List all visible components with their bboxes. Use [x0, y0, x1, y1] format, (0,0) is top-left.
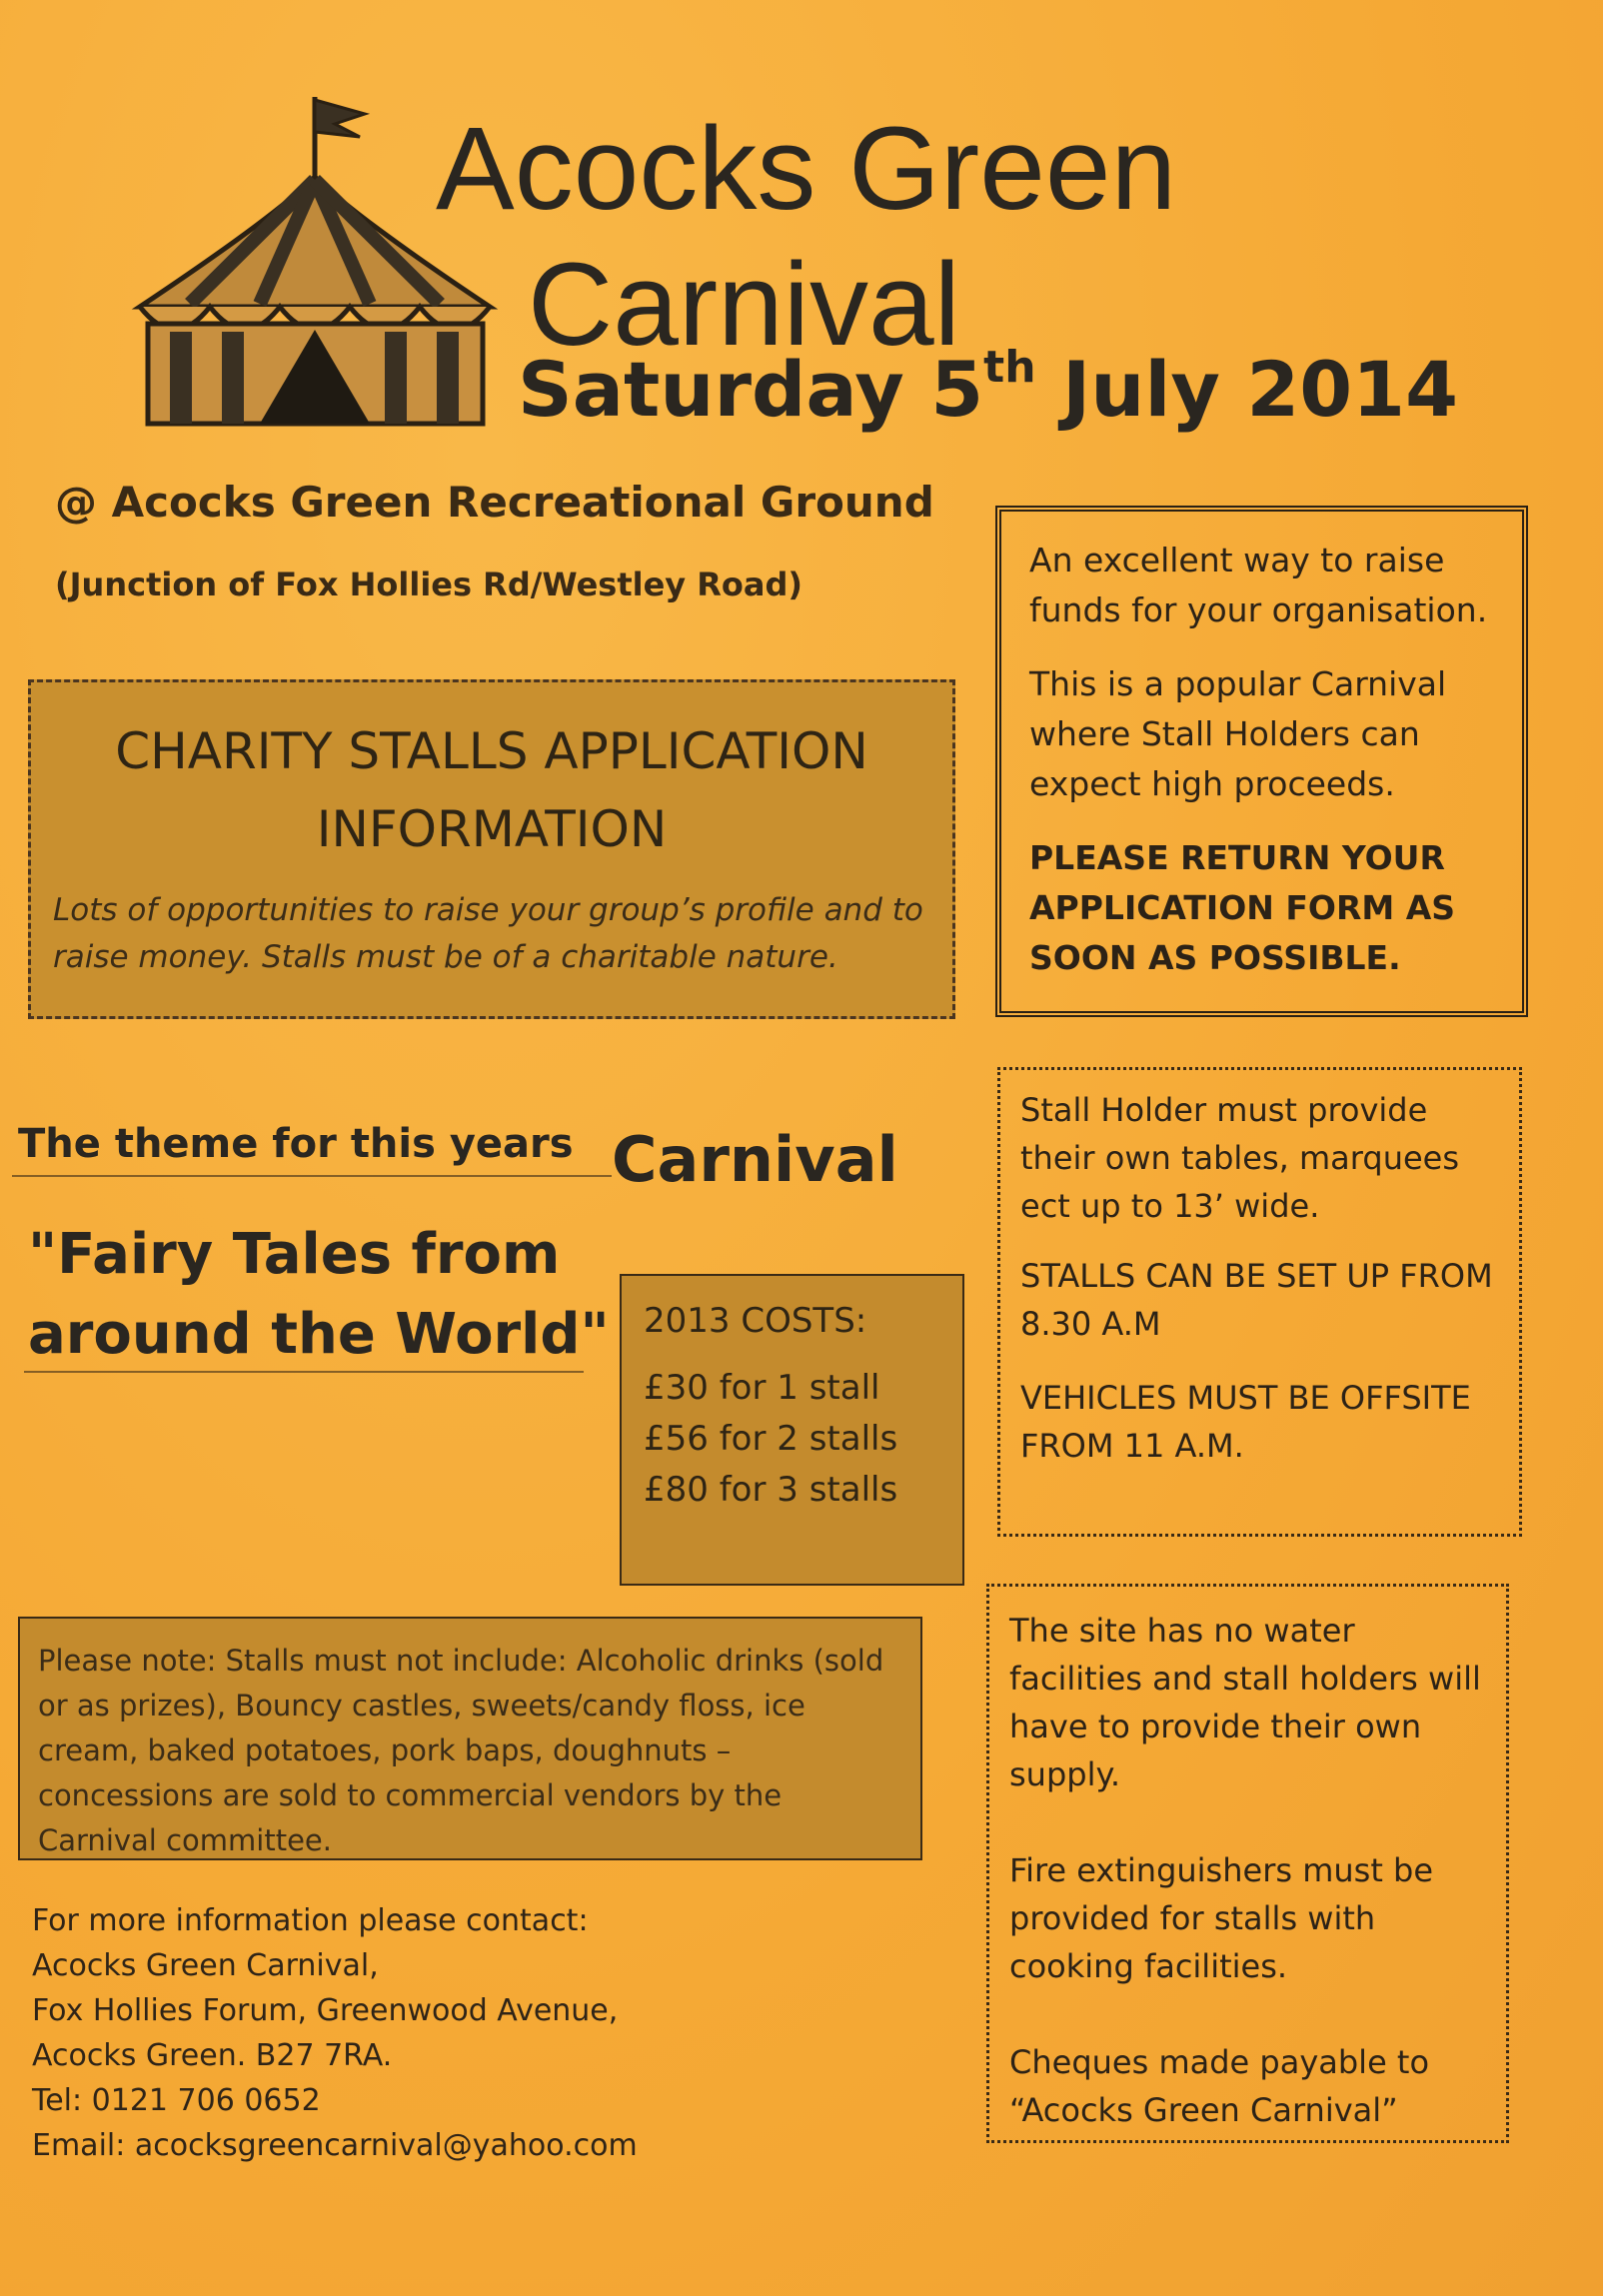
theme-carnival-word: Carnival	[612, 1123, 898, 1196]
water-p1: The site has no water facilities and stall holders will have to provide their own supply.	[1009, 1612, 1481, 1793]
contact-line3: Fox Hollies Forum, Greenwood Avenue,	[32, 1993, 619, 2028]
contact-line4: Acocks Green. B27 7RA.	[32, 2038, 393, 2073]
venue: @ Acocks Green Recreational Ground	[55, 478, 934, 527]
title-line-2: Carnival	[528, 239, 960, 371]
theme-intro: The theme for this years	[18, 1121, 574, 1167]
stall-holder-box	[997, 1067, 1522, 1537]
theme-title-line2: around the World"	[28, 1302, 610, 1367]
contact-line5: Tel: 0121 706 0652	[32, 2083, 321, 2118]
theme-title-line1: "Fairy Tales from	[28, 1222, 561, 1287]
cost-item: £80 for 3 stalls	[644, 1470, 898, 1510]
junction: (Junction of Fox Hollies Rd/Westley Road)	[55, 566, 803, 603]
water-facilities-box	[986, 1584, 1509, 2143]
water-p2: Fire extinguishers must be provided for stalls with cooking facilities.	[1009, 1851, 1434, 1985]
note-text: Please note: Stalls must not include: Alcoholic drinks (sold or as prizes), Bouncy castles, sweets/candy floss, ice cream, baked potatoes, pork baps, doughnuts – concessions are sold to commercial vendors by the Carnival committee.	[38, 1644, 884, 1857]
stall-p1: Stall Holder must provide their own tables, marquees ect up to 13’ wide.	[1020, 1091, 1460, 1225]
charity-heading-line2: INFORMATION	[316, 800, 668, 858]
date-suffix: th	[983, 341, 1036, 393]
theme-underline	[12, 1175, 612, 1177]
date-rest: July 2014	[1035, 345, 1458, 434]
date-day: Saturday 5	[518, 345, 984, 434]
charity-text: Lots of opportunities to raise your group’s profile and to raise money. Stalls must be of a charitable nature.	[53, 892, 923, 975]
costs-heading: 2013 COSTS:	[644, 1301, 867, 1341]
charity-heading-line1: CHARITY STALLS APPLICATION	[115, 722, 868, 780]
event-date	[518, 341, 1458, 434]
contact-info	[32, 1898, 638, 2168]
cost-item: £30 for 1 stall	[644, 1368, 880, 1408]
info-p2: This is a popular Carnival where Stall Holders can expect high proceeds.	[1029, 664, 1447, 803]
info-p3: PLEASE RETURN YOUR APPLICATION FORM AS SOON AS POSSIBLE.	[1029, 838, 1456, 977]
stall-p3: VEHICLES MUST BE OFFSITE FROM 11 A.M.	[1020, 1379, 1471, 1465]
info-p1: An excellent way to raise funds for your organisation.	[1029, 541, 1488, 629]
theme-title	[28, 1215, 610, 1375]
title-line-1: Acocks Green	[436, 103, 1177, 235]
fairy-underline	[24, 1371, 584, 1373]
stall-p2: STALLS CAN BE SET UP FROM 8.30 A.M	[1020, 1257, 1493, 1343]
costs-box	[620, 1274, 964, 1586]
charity-stalls-box	[28, 679, 955, 1019]
contact-email[interactable]: Email: acocksgreencarnival@yahoo.com	[32, 2128, 638, 2163]
charity-heading	[31, 712, 952, 868]
water-p3: Cheques made payable to “Acocks Green Carnival”	[1009, 2043, 1430, 2129]
cost-item: £56 for 2 stalls	[644, 1419, 898, 1459]
please-note-box	[18, 1617, 922, 1860]
contact-line2: Acocks Green Carnival,	[32, 1948, 379, 1983]
contact-line1: For more information please contact:	[32, 1903, 589, 1938]
info-box	[995, 506, 1528, 1017]
